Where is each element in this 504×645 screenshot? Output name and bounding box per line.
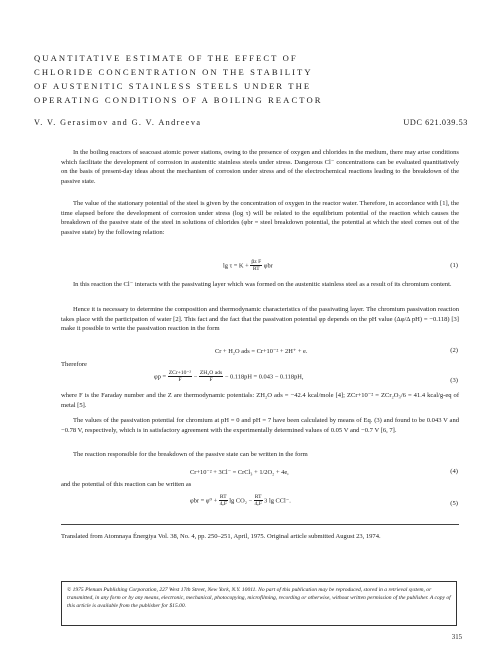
paragraph-chloride: In this reaction the Cl⁻ interacts with the passivating layer which was formed on the austenitic stainless steel as a result of its chromium content. (73, 281, 452, 288)
paragraph-faraday: where F is the Faraday number and the Z are thermodynamic potentials: ZH₂O ads = −42.4 kcal/mole [4]; ZCr+10⁻² = ZCr₂O₃/6 = 41.4 kcal/g-eq of metal [5]. (61, 392, 459, 409)
equation-5-number: (5) (450, 500, 458, 507)
equation-5: φbr = φ⁰ + $\frac{RT}{\text{4ₑF}}$ lg CO₂ − $\frac{RT}{\text{4ₑF}}$ 3 lg CCl⁻. (190, 494, 291, 508)
title-line: QUANTITATIVE ESTIMATE OF THE EFFECT OF (34, 53, 298, 63)
equation-1: lg τ = K + $\frac{\text{βz F}}{RT}$ φbr (223, 259, 273, 273)
equation-4-number: (4) (450, 468, 458, 475)
page-number: 315 (451, 634, 462, 641)
title-line: CHLORIDE CONCENTRATION ON THE STABILITY (34, 67, 313, 77)
equation-2-number: (2) (450, 347, 458, 354)
translation-note: Translated from Atomnaya Énergiya Vol. 38, No. 4, pp. 250–251, April, 1975. Original article submitted August 23, 1974. (61, 533, 381, 540)
paragraph-passivating-layer: Hence it is necessary to determine the composition and thermodynamic characteristics of the passivating layer. The chromium passivation reaction takes place with the participation of water [2]. This fact and the fact that the passivation potential φp depends on the pH value (Δφ/Δ pH) = −0.118) [3] make it possible to write the passivation reaction in the form (61, 306, 459, 333)
paragraph-potential: The value of the stationary potential of the steel is given by the concentration of oxygen in the reactor water. Therefore, in accordance with [1], the time elapsed before the development of corrosion under stress (log τ) will be related to the equilibrium potential of the reaction which causes the breakdown of the passive state of the steel in solutions of chlorides (φbr = steel breakdown potential, the potential at which the steel comes out of the passive state) by the following relation: (61, 200, 459, 236)
authors: V. V. Gerasimov and G. V. Andreeva (34, 118, 202, 127)
paragraph-potential-written: and the potential of this reaction can be written as (61, 481, 192, 488)
equation-2: Cr + H₂O ads = Cr+10⁻² + 2H⁺ + e. (215, 348, 308, 355)
equation-4: Cr+10⁻² + 3Cl⁻ = CrCl₃ + 1/2O₂ + 4e, (190, 469, 289, 476)
article-title (34, 51, 454, 107)
therefore-label: Therefore (61, 361, 87, 368)
equation-1-number: (1) (450, 262, 458, 269)
footnote-divider (61, 524, 459, 525)
equation-3-number: (3) (450, 377, 458, 384)
title-line: OPERATING CONDITIONS OF A BOILING REACTOR (34, 95, 323, 105)
paragraph-passivation-values: The values of the passivation potential for chromium at pH = 0 and pH = 7 have been calculated by means of Eq. (3) and found to be 0.043 V and −0.78 V, respectively, which is in satisfactory agreement with the experimentally determined values of 0.05 V and −0.7 V [6, 7]. (61, 417, 459, 434)
copyright-notice: © 1975 Plenum Publishing Corporation, 227 West 17th Street, New York, N.Y. 10011. No part of this publication may be reproduced, stored in a retrieval system, or transmitted, in any form or by any means, electronic, mechanical, photocopying, microfilming, recording or otherwise, without written permission of the publisher. A copy of this article is available from the publisher for $15.00. (61, 581, 457, 626)
udc-code: UDC 621.039.53 (403, 118, 468, 127)
paragraph-intro: In the boiling reactors of seacoast atomic power stations, owing to the presence of oxygen and chlorides in the medium, there may arise conditions which facilitate the development of corrosion in austenitic stainless steels under stress. Dangerous Cl⁻ concentrations can be evaluated quantitatively on the basis of present-day ideas about the mechanism of corrosion under stress and of the electrochemical reactions leading to the breakdown of the passive state. (61, 149, 459, 185)
title-line: OF AUSTENITIC STAINLESS STEELS UNDER THE (34, 81, 312, 91)
equation-3: φp = $\frac{\text{ZCr+10⁻²}}{F}$ − $\frac{\text{ZH₂O ads}}{F}$ − 0.118pH = 0.043 − 0.118pH, (154, 370, 304, 384)
paragraph-reaction-form: The reaction responsible for the breakdown of the passive state can be written in the form (73, 451, 308, 458)
